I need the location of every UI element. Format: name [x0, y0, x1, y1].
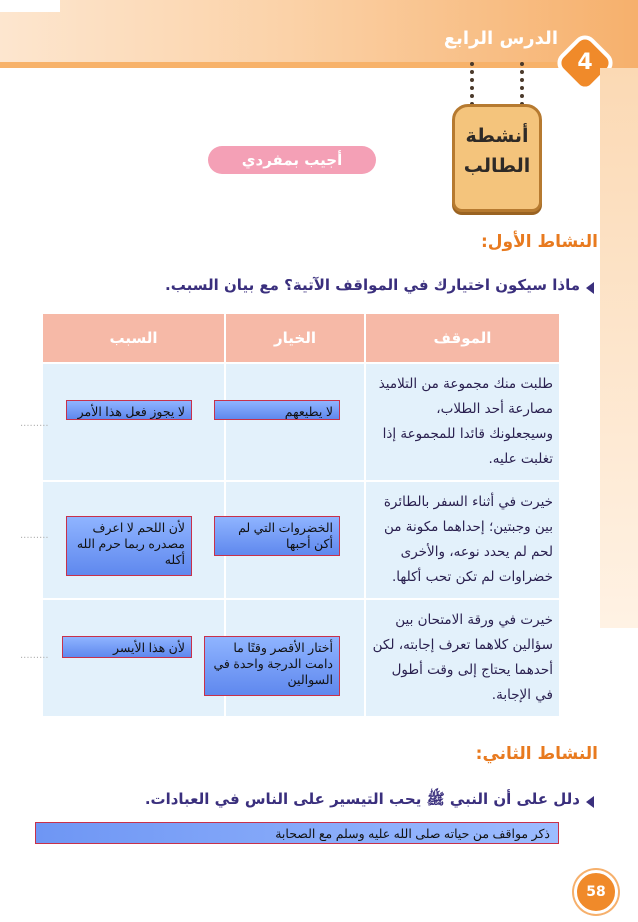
- reason-answer-3[interactable]: لأن هذا الأيسر: [62, 636, 192, 658]
- lesson-title: الدرس الرابع: [443, 28, 558, 49]
- sign-line-2: الطالب: [463, 155, 531, 177]
- sign-line-1: أنشطة: [465, 125, 529, 147]
- situation-text: خيرت في ورقة الامتحان بين سؤالين كلاهما تعرف إجابته، لكن أحدهما يحتاج إلى وقت أطول في الإجابة.: [372, 612, 553, 703]
- chain-right-icon: [520, 62, 530, 106]
- bullet-arrow-icon: [586, 282, 594, 294]
- individual-work-pill: أجيب بمفردي: [208, 146, 376, 174]
- table-row: [42, 363, 560, 481]
- bullet-arrow-icon: [586, 796, 594, 808]
- column-header-situation: الموقف: [365, 313, 560, 363]
- choice-answer-2[interactable]: الخضروات التي لم أكن أحبها: [214, 516, 340, 556]
- situation-text: خيرت في أثناء السفر بالطائرة بين وجبتين؛ إحداهما مكونة من لحم لم يحدد نوعه، والأخرى خضراوات لم تكن تحب أكلها.: [383, 494, 553, 585]
- dotted-line: .........: [20, 418, 49, 429]
- choice-answer-1[interactable]: لا يطيعهم: [214, 400, 340, 420]
- activity-2-answer[interactable]: ذكر مواقف من حياته صلى الله عليه وسلم مع الصحابة: [35, 822, 559, 844]
- side-decoration: [600, 68, 638, 628]
- chain-left-icon: [470, 62, 480, 106]
- column-header-choice: الخيار: [225, 313, 365, 363]
- activity-1-question: ماذا سيكون اختيارك في المواقف الآتية؟ مع بيان السبب.: [165, 276, 580, 294]
- page-number: 58: [574, 870, 618, 914]
- activity-2-heading: النشاط الثاني:: [475, 744, 598, 764]
- column-header-reason: السبب: [42, 313, 225, 363]
- choice-answer-3[interactable]: أختار الأقصر وقتًا ما دامت الدرجة واحدة في السوالين: [204, 636, 340, 696]
- student-activities-sign: [452, 104, 542, 212]
- activity-1-heading: النشاط الأول:: [480, 232, 598, 252]
- activity-2-question: دلل على أن النبي ﷺ يحب التيسير على الناس في العبادات.: [144, 790, 580, 808]
- dotted-line: .........: [20, 650, 49, 661]
- situation-text: طلبت منك مجموعة من التلاميذ مصارعة أحد الطلاب، وسيجعلونك قائدا للمجموعة إذا تغلبت عليه.: [378, 376, 553, 467]
- dotted-line: .........: [20, 530, 49, 541]
- reason-answer-2[interactable]: لأن اللحم لا اعرف مصدره ربما حرم الله أكله: [66, 516, 192, 576]
- lesson-number: 4: [577, 50, 593, 75]
- reason-answer-1[interactable]: لا يجوز فعل هذا الأمر: [66, 400, 192, 420]
